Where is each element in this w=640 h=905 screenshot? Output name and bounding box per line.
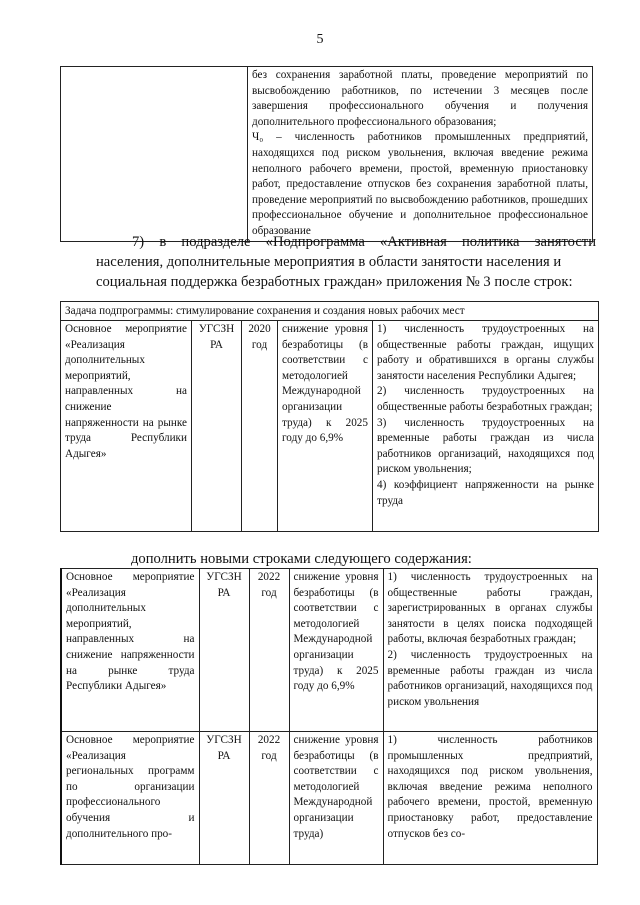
add-lines-text: дополнить новыми строками следующего содержания: <box>131 551 472 567</box>
table-row <box>61 732 597 865</box>
amendment-paragraph <box>96 232 596 293</box>
year-cell: 2020 год <box>242 321 278 532</box>
task-cell: Задача подпрограммы: стимулирование сохранения и создания новых рабочих мест <box>61 302 599 321</box>
event-cell: Основное мероприятие «Реализация региональных программ по организации профессионального обучения и дополнительного про- <box>61 732 199 865</box>
page-number: 5 <box>316 32 324 47</box>
event-cell: Основное мероприятие «Реализация дополнительных мероприятий, направленных на снижение напряженности на рынке труда Республики Адыгея» <box>61 569 199 732</box>
table-row <box>61 321 599 532</box>
goal-cell: снижение уровня безработицы (в соответствии с методологией Международной организации труда) к 2025 году до 6,9% <box>278 321 373 532</box>
table-row <box>61 67 593 242</box>
table-row <box>61 569 597 732</box>
paragraph-line: социальная поддержка безработных граждан» приложения № 3 после строк: <box>96 274 573 291</box>
year-cell: 2022 год <box>249 732 289 865</box>
formula-description-cell: без сохранения заработной платы, проведение мероприятий по высвобождению работников, по истечении 3 месяцев после завершения профессионального обучения и получения дополнительного профессионального образования; Ч₀ – численность работников промышленных предприятий, находящихся под риском увольнения, включая введение режима неполного рабочего времени, простой, временную приостановку работ, предоставление отпусков без сохранения заработной платы, проведение мероприятий по высвобождению работников, прошедших профессиональное обучение и дополнительное профессиональное образование <box>248 67 593 242</box>
goal-cell: снижение уровня безработицы (в соответствии с методологией Международной организации труда) к 2025 году до 6,9% <box>289 569 383 732</box>
task-row <box>61 302 599 321</box>
executor-cell: УГСЗН РА <box>192 321 242 532</box>
event-cell: Основное мероприятие «Реализация дополнительных мероприятий, направленных на снижение напряженности на рынке труда Республики Адыгея» <box>61 321 192 532</box>
new-rows-table <box>60 568 598 865</box>
executor-cell: УГСЗН РА <box>199 732 249 865</box>
indicators-cell: 1) численность трудоустроенных на общественные работы граждан, ищущих работу и обратившихся в органы службы занятости населения Республики Адыгея; 2) численность трудоустроенных на общественные работы безработных граждан; 3) численность трудоустроенных на временные работы граждан из числа работников организаций, находящихся под риском увольнения; 4) коэффициент напряженности на рынке труда <box>373 321 599 532</box>
executor-cell: УГСЗН РА <box>199 569 249 732</box>
indicators-cell: 1) численность трудоустроенных на общественные работы граждан, зарегистрированных в органах службы занятости в целях поиска подходящей работы, включая безработных граждан; 2) численность трудоустроенных на временные работы граждан из числа работников организаций, находящихся под риском увольнения <box>383 569 597 732</box>
paragraph-line: 7) в подразделе «Подпрограмма «Активная политика занятости населения, дополнительные мероприятия в области занятости населения и <box>96 234 596 271</box>
empty-cell <box>61 67 248 242</box>
existing-rows-table <box>60 301 599 532</box>
goal-cell: снижение уровня безработицы (в соответствии с методологией Международной организации труда) <box>289 732 383 865</box>
indicators-cell: 1) численность работников промышленных предприятий, находящихся под риском увольнения, включая введение режима неполного рабочего времени, простой, временную приостановку работ, предоставление отпусков без со- <box>383 732 597 865</box>
continuation-table <box>60 66 593 242</box>
year-cell: 2022 год <box>249 569 289 732</box>
